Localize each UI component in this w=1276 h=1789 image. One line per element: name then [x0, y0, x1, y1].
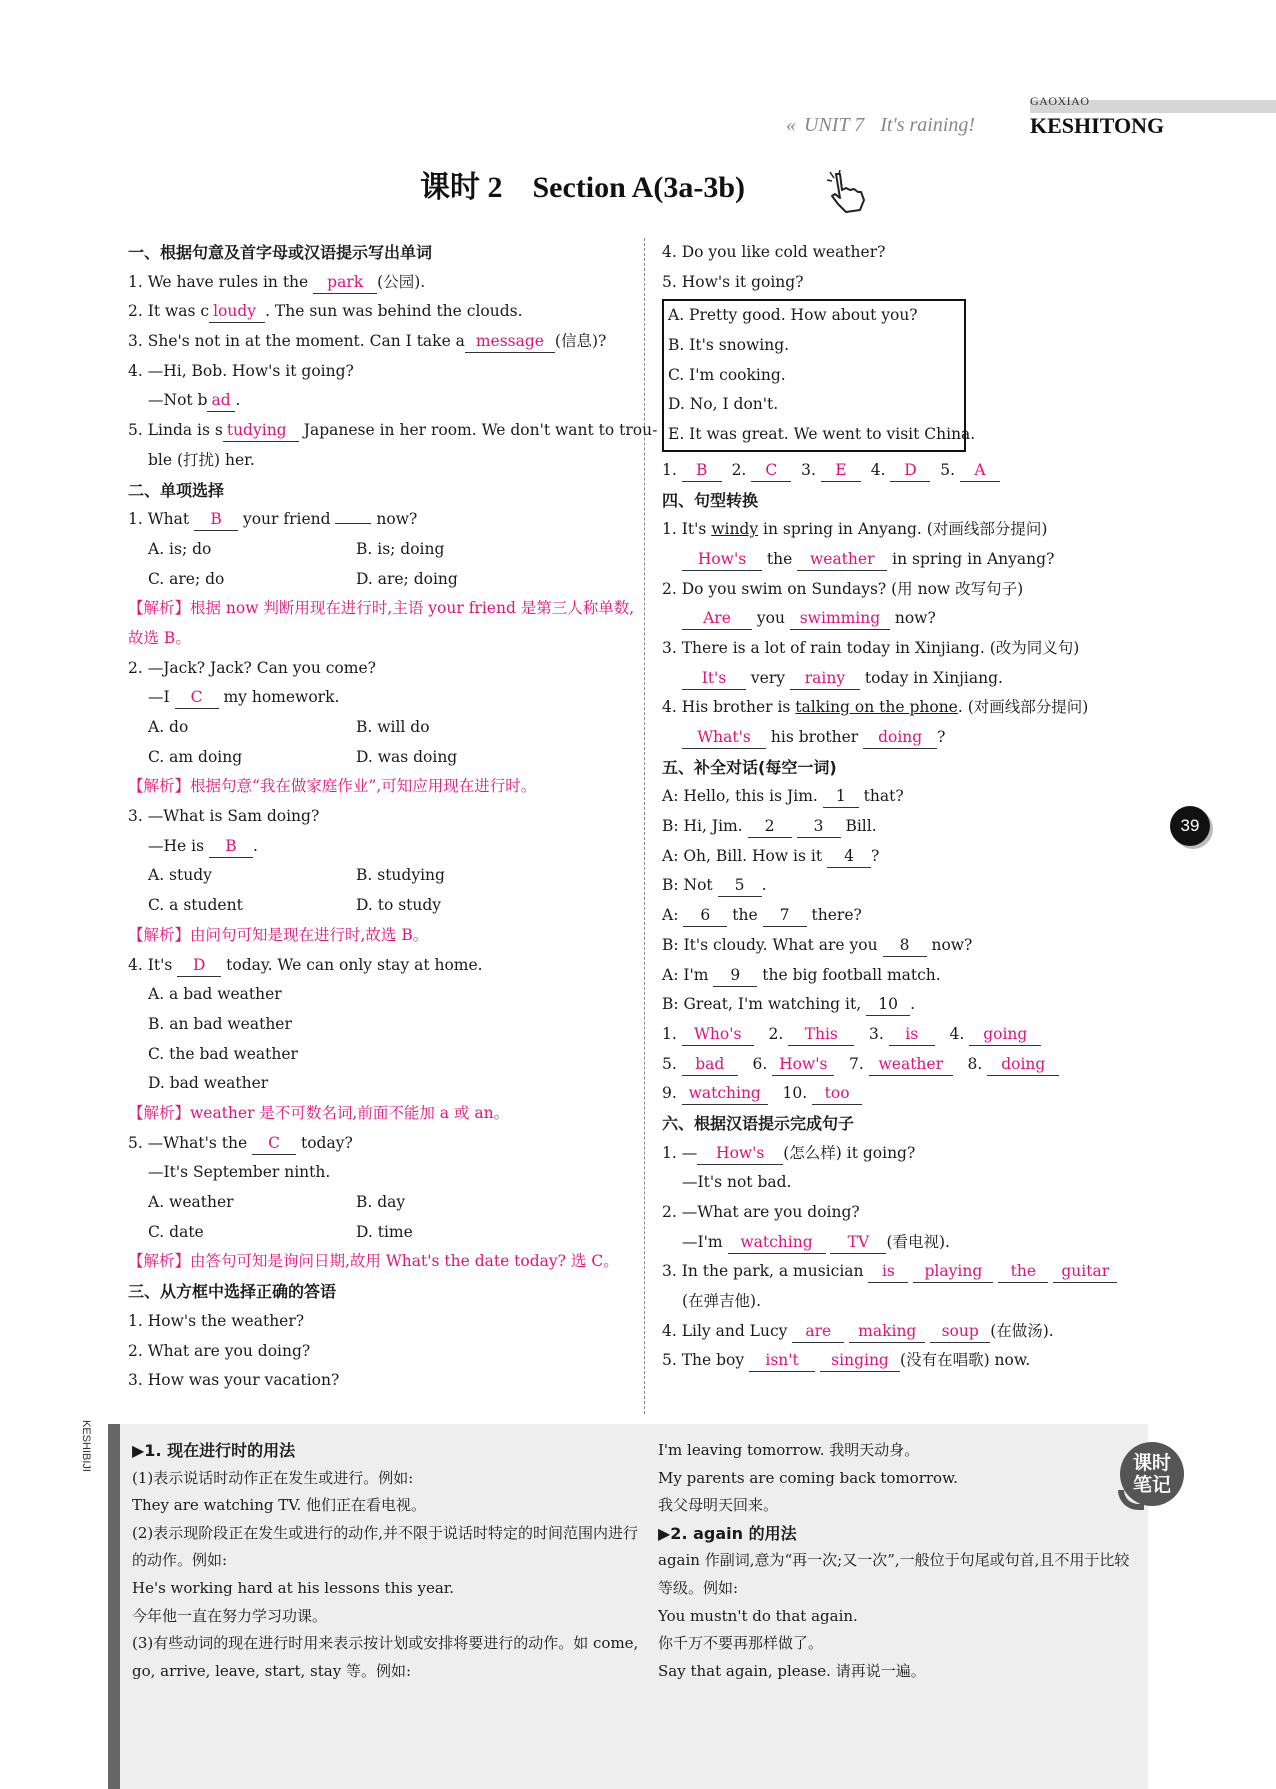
- dialogue-line: B: Great, I'm watching it, 10 .: [662, 990, 1202, 1020]
- s2-q4-option: A. a bad weather: [148, 985, 282, 1004]
- pointing-hand-icon: [826, 170, 872, 216]
- s6-q2: 2. —What are you doing?: [662, 1203, 860, 1221]
- answer: C: [175, 686, 219, 709]
- s4-q1-answer: How's the weather in spring in Anyang?: [662, 545, 1202, 575]
- note-text: My parents are coming back tomorrow.: [658, 1468, 958, 1487]
- note-text: I'm leaving tomorrow. 我明天动身。: [658, 1441, 920, 1459]
- s2-q1: 1. What B your friend now?: [128, 505, 648, 535]
- answer: are: [792, 1320, 844, 1343]
- s2-q1-options: C. are; do D. are; doing: [148, 569, 458, 588]
- note-text: 今年他一直在努力学习功课。: [132, 1606, 328, 1625]
- dialogue-line: B: Hi, Jim. 2 3 Bill.: [662, 812, 1202, 842]
- section-label: Section A(3a-3b): [532, 171, 745, 204]
- s2-q4-explanation: 【解析】weather 是不可数名词,前面不能加 a 或 an。: [128, 1104, 510, 1122]
- answer: playing: [913, 1260, 993, 1283]
- s1-q1: 1. We have rules in the park (公园).: [128, 268, 648, 298]
- section-1-heading: 一、根据句意及首字母或汉语提示写出单词: [128, 243, 433, 262]
- s5-answers: 9. watching 10. too: [662, 1079, 1202, 1109]
- s5-answers: 1. Who's 2. This 3. is 4. going: [662, 1020, 1202, 1050]
- note-text: He's working hard at his lessons this year.: [132, 1578, 455, 1597]
- s6-q2-answer: —I'm watching TV (看电视).: [662, 1228, 1202, 1258]
- s2-q2-answer: —I C my homework.: [128, 683, 648, 713]
- s3-answers: 1. B 2. C 3. E 4. D 5. A: [662, 456, 1202, 486]
- answer: loudy: [209, 300, 265, 323]
- answer: tudying: [223, 419, 299, 442]
- answer: singing: [820, 1349, 900, 1372]
- s4-q4-answer: What's his brother doing ?: [662, 723, 1202, 753]
- left-column: [128, 238, 658, 1396]
- s6-q4: 4. Lily and Lucy are making soup (在做汤).: [662, 1317, 1202, 1347]
- s3-q4: 4. Do you like cold weather?: [662, 243, 886, 261]
- answer: C: [751, 459, 791, 482]
- answer: isn't: [749, 1349, 815, 1372]
- s2-q3-options: A. study B. studying: [148, 866, 445, 885]
- s6-q5: 5. The boy isn't singing (没有在唱歌) now.: [662, 1346, 1202, 1376]
- s4-q3: 3. There is a lot of rain today in Xinjiang. (改为同义句): [662, 638, 1080, 657]
- note-text: (1)表示说话时动作正在发生或进行。例如:: [132, 1468, 414, 1487]
- section-4-heading: 四、句型转换: [662, 490, 759, 510]
- answer: TV: [830, 1231, 886, 1254]
- s2-q5-options: C. date D. time: [148, 1222, 413, 1241]
- notes-side-bar: [108, 1424, 120, 1789]
- blank: [335, 523, 371, 524]
- dialogue-line: A: Oh, Bill. How is it 4 ?: [662, 842, 1202, 872]
- s1-q3: 3. She's not in at the moment. Can I take a message (信息)?: [128, 327, 648, 357]
- s3-q3: 3. How was your vacation?: [128, 1371, 340, 1390]
- answer-choices-box: [662, 299, 976, 451]
- note-text: They are watching TV. 他们正在看电视。: [132, 1496, 426, 1515]
- dialogue-line: A: I'm 9 the big football match.: [662, 961, 1202, 991]
- answer: park: [313, 271, 377, 294]
- note-text: again 作副词,意为“再一次;又一次”,一般位于句尾或句首,且不用于比较等级。例如:: [658, 1551, 1130, 1597]
- s2-q3-explanation: 【解析】由问句可知是现在进行时,故选 B。: [128, 925, 429, 944]
- note-heading: ▶2. again 的用法: [658, 1523, 797, 1543]
- s1-q2: 2. It was c loudy . The sun was behind the clouds.: [128, 297, 648, 327]
- answer: C: [252, 1132, 296, 1155]
- s2-q5-explanation: 【解析】由答句可知是询问日期,故用 What's the date today? 选 C。: [128, 1252, 619, 1271]
- s1-q5: 5. Linda is s tudying Japanese in her room. We don't want to trou-: [128, 416, 648, 446]
- answer: swimming: [790, 607, 890, 630]
- dialogue-line: B: It's cloudy. What are you 8 now?: [662, 931, 1202, 961]
- answer: It's: [682, 667, 746, 690]
- answer: message: [465, 330, 555, 353]
- s6-q1-reply: —It's not bad.: [682, 1173, 792, 1192]
- section-2-heading: 二、单项选择: [128, 480, 225, 500]
- header-brand: KESHITONG: [1030, 113, 1165, 138]
- s2-q2-options: A. do B. will do: [148, 718, 430, 737]
- choice-item: C. I'm cooking.: [668, 365, 786, 384]
- s4-q4: 4. His brother is talking on the phone. (对画线部分提问): [662, 698, 1089, 717]
- dialogue-line: A: 6 the 7 there?: [662, 901, 1202, 931]
- note-text: You mustn't do that again.: [658, 1606, 858, 1625]
- s2-q5-options: A. weather B. day: [148, 1193, 406, 1212]
- note-text: (2)表示现阶段正在发生或进行的动作,并不限于说话时特定的时间范围内进行的动作。例如:: [132, 1523, 639, 1570]
- answer: B: [209, 835, 253, 858]
- s3-q1: 1. How's the weather?: [128, 1311, 305, 1330]
- s2-q3-options: C. a student D. to study: [148, 896, 442, 915]
- s2-q2-explanation: 【解析】根据句意“我在做家庭作业”,可知应用现在进行时。: [128, 777, 537, 796]
- answer: How's: [682, 548, 762, 571]
- s1-q4: 4. —Hi, Bob. How's it going?: [128, 361, 354, 380]
- s6-q1: 1. — How's (怎么样) it going?: [662, 1139, 1202, 1169]
- answer: guitar: [1053, 1260, 1117, 1283]
- s2-q3: 3. —What is Sam doing?: [128, 807, 320, 826]
- s4-q3-answer: It's very rainy today in Xinjiang.: [662, 664, 1202, 694]
- answer: D: [177, 954, 221, 977]
- s2-q4-option: D. bad weather: [148, 1074, 269, 1093]
- answer: B: [194, 508, 238, 531]
- s2-q4-option: B. an bad weather: [148, 1014, 292, 1033]
- s3-q5: 5. How's it going?: [662, 272, 804, 291]
- note-text: 我父母明天回来。: [658, 1496, 779, 1515]
- underlined-phrase: talking on the phone: [795, 698, 958, 717]
- note-heading: ▶1. 现在进行时的用法: [132, 1441, 296, 1460]
- answer: D: [890, 459, 930, 482]
- answer: weather: [797, 548, 887, 571]
- s4-q2: 2. Do you swim on Sundays? (用 now 改写句子): [662, 579, 1024, 598]
- answer: E: [821, 459, 861, 482]
- choice-item: E. It was great. We went to visit China.: [668, 425, 976, 444]
- s4-q2-answer: Are you swimming now?: [662, 604, 1202, 634]
- s1-q4-answer: —Not b ad .: [128, 386, 648, 416]
- section-5-heading: 五、补全对话(每空一词): [662, 757, 837, 777]
- s5-answers: 5. bad 6. How's 7. weather 8. doing: [662, 1050, 1202, 1080]
- s2-q2: 2. —Jack? Jack? Can you come?: [128, 658, 376, 677]
- answer: What's: [682, 726, 766, 749]
- answer: Are: [682, 607, 752, 630]
- s2-q1-options: A. is; do B. is; doing: [148, 539, 445, 558]
- choice-item: A. Pretty good. How about you?: [668, 306, 918, 325]
- answer: watching: [728, 1231, 826, 1254]
- underlined-word: windy: [711, 520, 759, 539]
- notes-right: [658, 1437, 1138, 1685]
- section-3-heading: 三、从方框中选择正确的答语: [128, 1282, 337, 1302]
- right-column: [662, 238, 1202, 1376]
- dialogue-line: B: Not 5 .: [662, 871, 1202, 901]
- s4-q1: 1. It's windy in spring in Anyang. (对画线部分提问): [662, 520, 1048, 539]
- s2-q1-explanation: 【解析】根据 now 判断用现在进行时,主语 your friend 是第三人称单数,故选 B。: [128, 599, 635, 647]
- answer: the: [998, 1260, 1048, 1283]
- note-text: (3)有些动词的现在进行时用来表示按计划或安排将要进行的动作。如 come, go, arrive, leave, start, stay 等。例如:: [132, 1634, 639, 1680]
- unit-title: It's raining!: [880, 114, 976, 136]
- answer: B: [682, 459, 722, 482]
- header-unit: [786, 114, 975, 137]
- notes-badge: 课时 笔记: [1120, 1442, 1184, 1506]
- page-title: [420, 162, 745, 206]
- answer: A: [960, 459, 1000, 482]
- s2-q4: 4. It's D today. We can only stay at home.: [128, 951, 648, 981]
- answer: ad: [207, 389, 235, 412]
- unit-label: UNIT 7: [804, 114, 865, 136]
- answer: making: [849, 1320, 925, 1343]
- note-text: Say that again, please. 请再说一遍。: [658, 1661, 926, 1680]
- s2-q2-options: C. am doing D. was doing: [148, 747, 458, 766]
- header-small-brand: GAOXIAO: [1030, 94, 1090, 108]
- s6-q3: 3. In the park, a musician is playing the guitar: [662, 1257, 1202, 1287]
- lesson-label: 课时 2: [420, 171, 503, 204]
- dialogue-line: A: Hello, this is Jim. 1 that?: [662, 782, 1202, 812]
- answer: How's: [697, 1142, 783, 1165]
- notes-side-label: KESHIBIJI: [80, 1420, 92, 1472]
- s2-q5-reply: —It's September ninth.: [148, 1163, 331, 1182]
- page-number: 39: [1170, 806, 1210, 846]
- s2-q4-option: C. the bad weather: [148, 1044, 298, 1063]
- s2-q5: 5. —What's the C today?: [128, 1129, 648, 1159]
- section-6-heading: 六、根据汉语提示完成句子: [662, 1113, 855, 1133]
- s6-q3-cont: (在弹吉他).: [682, 1292, 762, 1311]
- s3-q2: 2. What are you doing?: [128, 1341, 311, 1360]
- notes-left: [132, 1437, 642, 1685]
- answer: is: [868, 1260, 908, 1283]
- s1-q5-cont: ble (打扰) her.: [148, 450, 255, 469]
- s2-q3-answer: —He is B .: [128, 832, 648, 862]
- note-text: 你千万不要再那样做了。: [658, 1634, 824, 1653]
- double-chevron-left-icon: «: [786, 114, 796, 136]
- answer: soup: [930, 1320, 990, 1343]
- answer: rainy: [790, 667, 860, 690]
- answer: doing: [863, 726, 937, 749]
- choice-item: B. It's snowing.: [668, 336, 790, 355]
- choice-item: D. No, I don't.: [668, 395, 779, 414]
